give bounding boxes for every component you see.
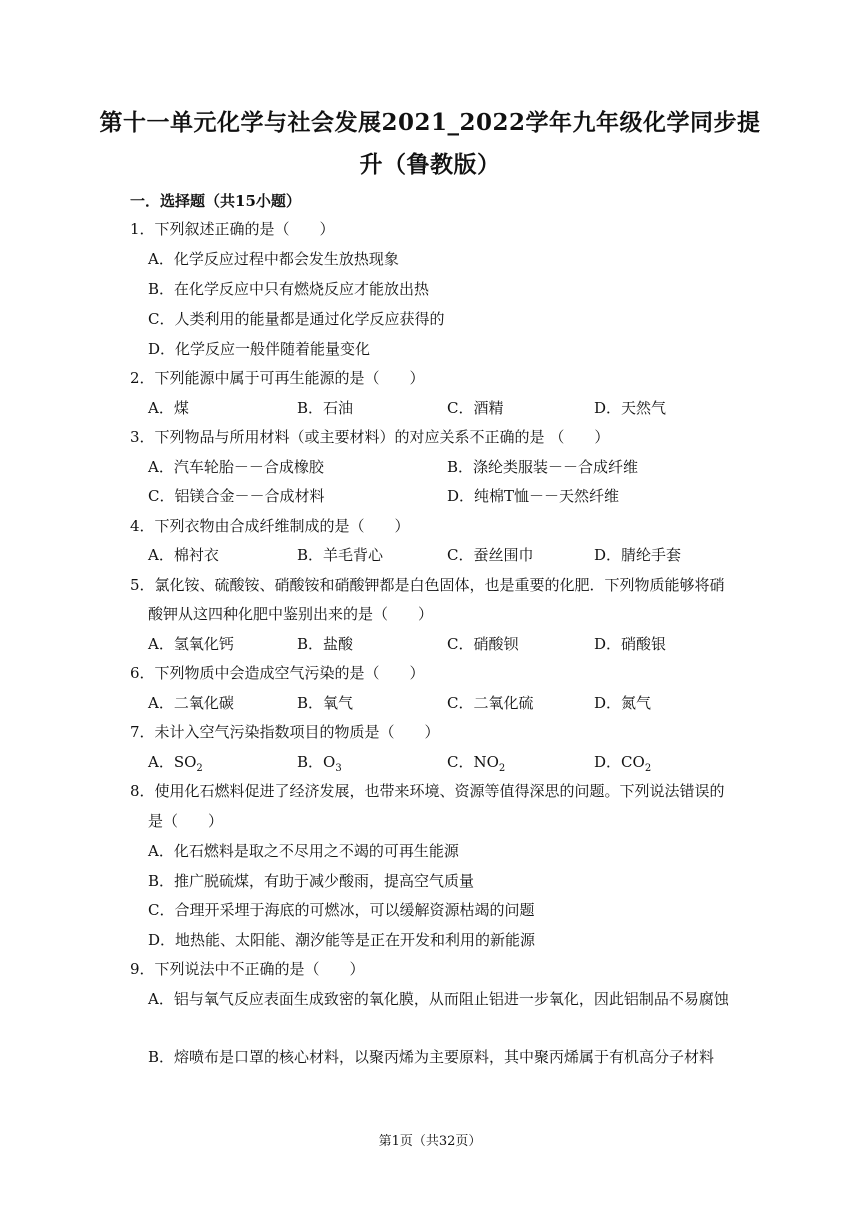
question-8-stem-line2: 是（ ） — [148, 812, 224, 830]
question-8-option-a: A．化石燃料是取之不尽用之不竭的可再生能源 — [148, 842, 459, 860]
question-6-option-c: C．二氧化硫 — [447, 694, 534, 712]
question-3-option-d: D．纯棉T恤－－天然纤维 — [447, 487, 620, 505]
question-9-stem: 9．下列说法中不正确的是（ ） — [130, 960, 365, 978]
question-2-option-d: D．天然气 — [594, 399, 667, 417]
question-8-option-b: B．推广脱硫煤，有助于减少酸雨，提高空气质量 — [148, 872, 475, 890]
question-2-option-b: B．石油 — [297, 399, 354, 417]
question-3-stem: 3．下列物品与所用材料（或主要材料）的对应关系不正确的是 （ ） — [130, 428, 610, 446]
question-5-option-a: A．氢氧化钙 — [148, 635, 234, 653]
question-5-option-d: D．硝酸银 — [594, 635, 667, 653]
question-1-option-c: C．人类利用的能量都是通过化学反应获得的 — [148, 310, 445, 328]
question-4-option-c: C．蚕丝围巾 — [447, 546, 534, 564]
question-1-option-a: A．化学反应过程中都会发生放热现象 — [148, 250, 399, 268]
option-text: C．NO — [447, 753, 499, 771]
question-2-stem: 2．下列能源中属于可再生能源的是（ ） — [130, 369, 425, 387]
question-5-stem-line1: 5．氯化铵、硫酸铵、硝酸铵和硝酸钾都是白色固体，也是重要的化肥．下列物质能够将硝 — [130, 576, 725, 594]
question-9-option-b: B．熔喷布是口罩的核心材料，以聚丙烯为主要原料，其中聚丙烯属于有机高分子材料 — [148, 1048, 715, 1066]
document-title-line1: 第十一单元化学与社会发展2021_2022学年九年级化学同步提 — [99, 109, 761, 136]
question-8-stem-line1: 8．使用化石燃料促进了经济发展，也带来环境、资源等值得深思的问题。下列说法错误的 — [130, 782, 725, 800]
question-3-option-c: C．铝镁合金－－合成材料 — [148, 487, 325, 505]
question-8-option-c: C．合理开采埋于海底的可燃冰，可以缓解资源枯竭的问题 — [148, 901, 535, 919]
subscript: 3 — [335, 763, 342, 774]
question-4-stem: 4．下列衣物由合成纤维制成的是（ ） — [130, 517, 410, 535]
question-4-option-d: D．腈纶手套 — [594, 546, 682, 564]
question-6-option-b: B．氧气 — [297, 694, 354, 712]
document-title-line2: 升（鲁教版） — [359, 151, 501, 178]
question-1-stem: 1．下列叙述正确的是（ ） — [130, 220, 335, 238]
question-2-option-c: C．酒精 — [447, 399, 504, 417]
question-4-option-b: B．羊毛背心 — [297, 546, 384, 564]
question-5-stem-line2: 酸钾从这四种化肥中鉴别出来的是（ ） — [148, 605, 434, 623]
question-5-option-b: B．盐酸 — [297, 635, 354, 653]
question-7-option-d — [594, 751, 651, 774]
subscript: 2 — [644, 763, 652, 774]
question-3-option-a: A．汽车轮胎－－合成橡胶 — [148, 458, 324, 476]
question-4-option-a: A．棉衬衣 — [148, 546, 219, 564]
question-1-option-d: D．化学反应一般伴随着能量变化 — [148, 340, 371, 358]
question-5-option-c: C．硝酸钡 — [447, 635, 519, 653]
question-8-option-d: D．地热能、太阳能、潮汐能等是正在开发和利用的新能源 — [148, 931, 536, 949]
section-heading: 一．选择题（共15小题） — [130, 192, 301, 210]
subscript: 2 — [498, 763, 506, 774]
question-7-option-a — [148, 751, 203, 774]
question-7-stem: 7．未计入空气污染指数项目的物质是（ ） — [130, 723, 440, 741]
question-2-option-a: A．煤 — [148, 399, 189, 417]
question-9-option-a: A．铝与氧气反应表面生成致密的氧化膜，从而阻止铝进一步氧化，因此铝制品不易腐蚀 — [148, 990, 729, 1008]
subscript: 2 — [196, 763, 203, 774]
question-7-option-b — [297, 751, 342, 774]
question-6-option-a: A．二氧化碳 — [148, 694, 234, 712]
page-footer: 第1页（共32页） — [378, 1134, 482, 1149]
question-1-option-b: B．在化学反应中只有燃烧反应才能放出热 — [148, 280, 430, 298]
option-text: D．CO — [594, 753, 645, 771]
option-text: B．O — [297, 753, 336, 771]
question-6-option-d: D．氮气 — [594, 694, 652, 712]
question-7-option-c — [447, 751, 505, 774]
question-3-option-b: B．涤纶类服装－－合成纤维 — [447, 458, 639, 476]
option-text: A．SO — [148, 753, 197, 771]
question-6-stem: 6．下列物质中会造成空气污染的是（ ） — [130, 664, 425, 682]
